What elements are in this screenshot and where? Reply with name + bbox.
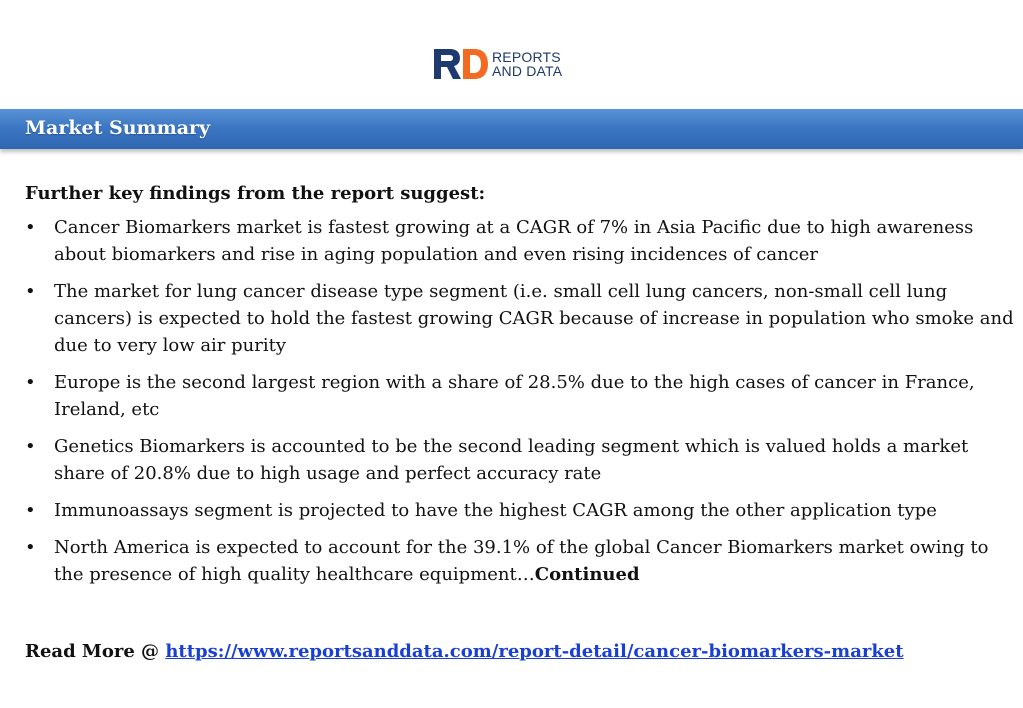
findings-lead: Further key findings from the report suggest: bbox=[25, 183, 486, 204]
finding-text: Europe is the second largest region with a share of 28.5% due to the high cases of cancer in France, Ireland, etc bbox=[54, 372, 975, 420]
section-title: Market Summary bbox=[25, 117, 211, 139]
read-more bbox=[25, 641, 904, 662]
continued-label: Continued bbox=[534, 564, 640, 585]
finding-text: Immunoassays segment is projected to have the highest CAGR among the other application type bbox=[54, 500, 937, 521]
finding-text: Genetics Biomarkers is accounted to be the second leading segment which is valued holds a market share of 20.8% due to high usage and perfect accuracy rate bbox=[54, 436, 969, 484]
finding-text: The market for lung cancer disease type segment (i.e. small cell lung cancers, non-small cell lung cancers) is expected to hold the fastest growing CAGR because of increase in population who smoke and due to very low air purity bbox=[54, 281, 1014, 356]
findings-content bbox=[25, 180, 1015, 598]
rd-logo-icon bbox=[432, 47, 490, 81]
finding-text: North America is expected to account for the 39.1% of the global Cancer Biomarkers market owing to the presence of high quality healthcare equipment… bbox=[54, 537, 989, 585]
finding-text: Cancer Biomarkers market is fastest growing at a CAGR of 7% in Asia Pacific due to high awareness about biomarkers and rise in aging population and even rising incidences of cancer bbox=[54, 217, 974, 265]
finding-item bbox=[25, 433, 1015, 487]
finding-item bbox=[25, 278, 1015, 359]
finding-item bbox=[25, 534, 1015, 588]
logo-text bbox=[492, 50, 562, 78]
finding-item bbox=[25, 369, 1015, 423]
finding-item bbox=[25, 214, 1015, 268]
report-link[interactable]: https://www.reportsanddata.com/report-detail/cancer-biomarkers-market bbox=[165, 641, 904, 662]
finding-item bbox=[25, 497, 1015, 524]
reports-and-data-logo bbox=[432, 47, 562, 81]
logo-line-2: AND DATA bbox=[492, 63, 563, 79]
section-banner bbox=[0, 109, 1023, 149]
read-more-label: Read More @ bbox=[25, 641, 166, 662]
logo-line-1: REPORTS bbox=[492, 49, 561, 65]
findings-list bbox=[25, 214, 1015, 588]
